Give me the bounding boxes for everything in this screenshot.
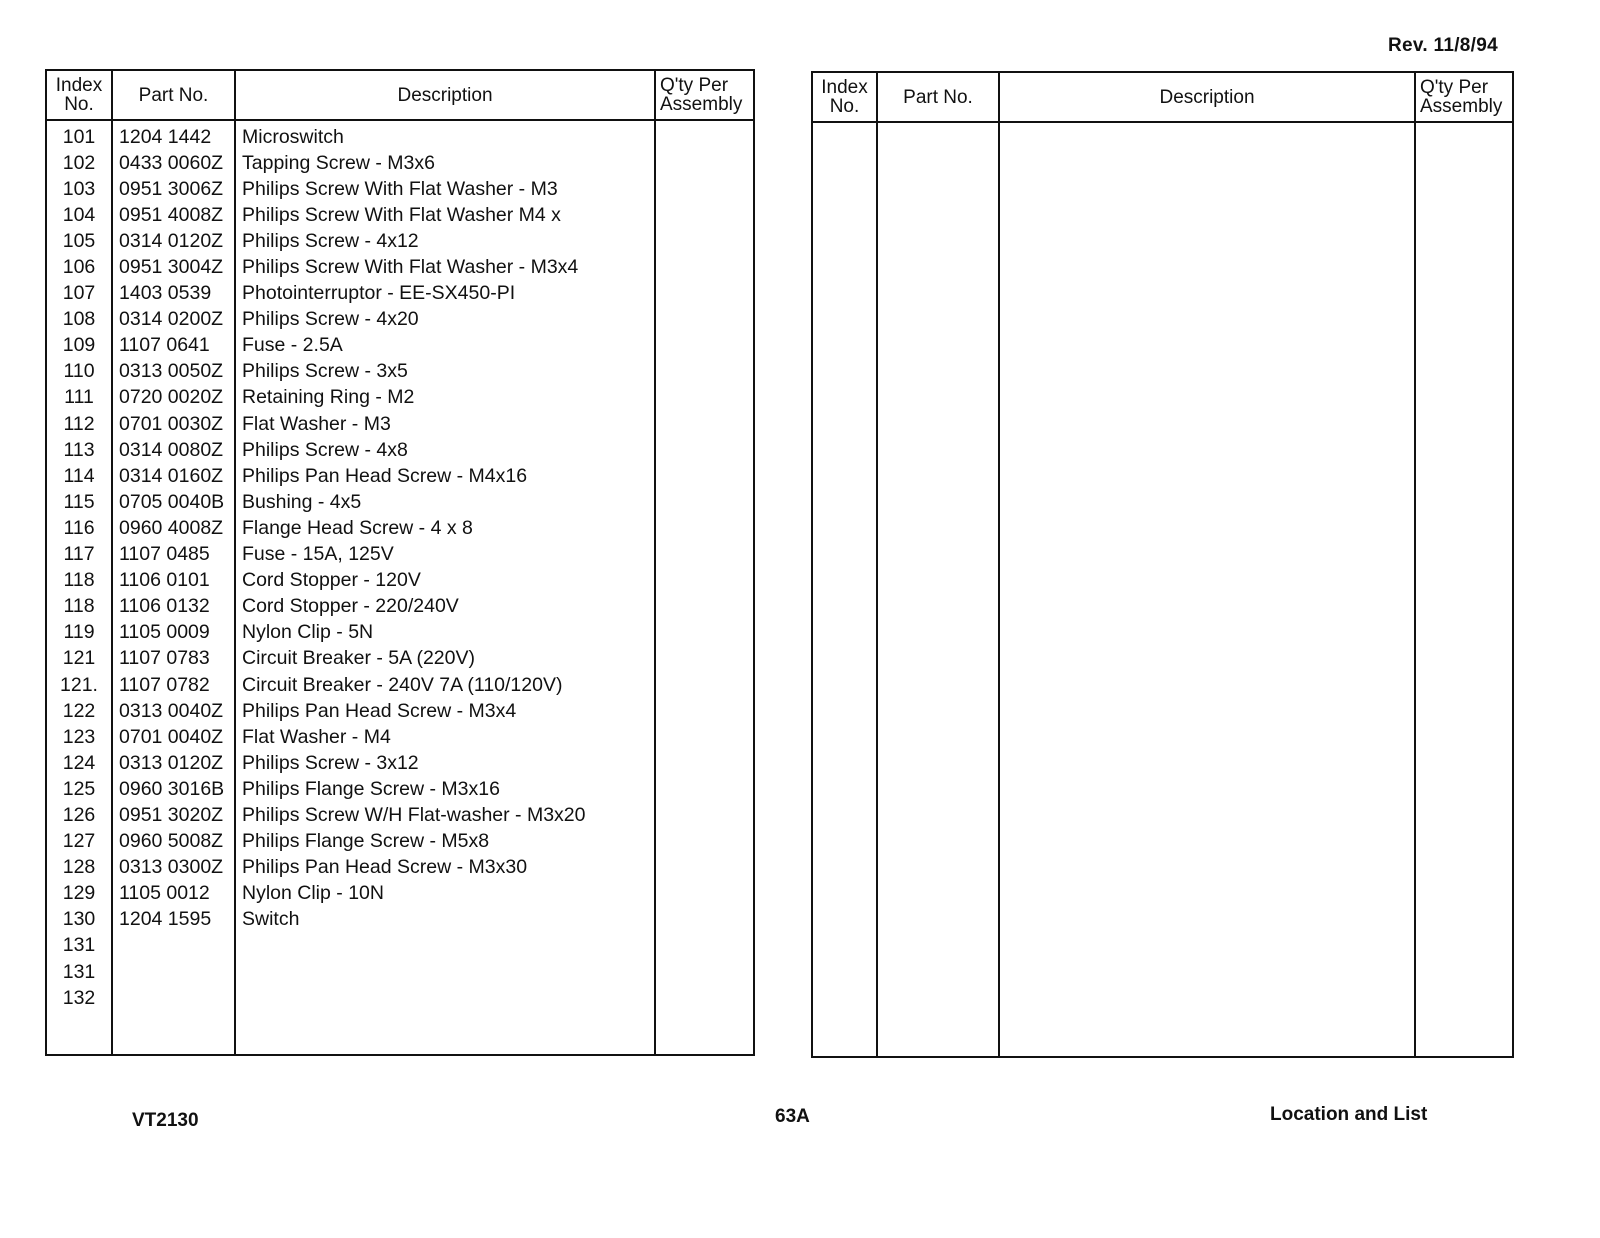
footer-model: VT2130 — [132, 1110, 199, 1131]
parts-table-right — [811, 71, 1514, 1058]
index-cell: 130 — [62, 908, 96, 931]
header-qty: Q'ty Per Assembly — [1415, 72, 1513, 122]
part-no-cell: 0951 3004Z — [112, 254, 235, 280]
qty-cell — [655, 281, 754, 307]
description-cell: Switch — [235, 907, 655, 933]
table-row — [46, 359, 754, 385]
qty-cell — [655, 307, 754, 333]
part-no-cell: 0313 0040Z — [112, 698, 235, 724]
qty-cell — [655, 463, 754, 489]
part-no-cell: 0701 0030Z — [112, 411, 235, 437]
index-cell: 125 — [62, 777, 96, 800]
description-cell: Fuse - 15A, 125V — [235, 542, 655, 568]
empty-cell — [1415, 122, 1513, 1057]
part-no-cell: 0705 0040B — [112, 489, 235, 515]
description-cell: Photointerruptor - EE-SX450-PI — [235, 281, 655, 307]
empty-cell — [655, 1011, 754, 1055]
qty-cell — [655, 542, 754, 568]
table-row — [46, 672, 754, 698]
table-row — [46, 333, 754, 359]
table-row — [46, 202, 754, 228]
description-cell — [235, 933, 655, 959]
qty-cell — [655, 802, 754, 828]
description-cell: Circuit Breaker - 5A (220V) — [235, 646, 655, 672]
description-cell: Circuit Breaker - 240V 7A (110/120V) — [235, 672, 655, 698]
description-cell: Cord Stopper - 220/240V — [235, 594, 655, 620]
table-header-row — [46, 70, 754, 120]
index-cell: 109 — [62, 334, 96, 357]
qty-cell — [655, 254, 754, 280]
footer-page-number: 63A — [775, 1106, 810, 1127]
qty-cell — [655, 698, 754, 724]
index-cell: 101 — [62, 125, 96, 148]
part-no-cell: 1107 0485 — [112, 542, 235, 568]
qty-cell — [655, 672, 754, 698]
table-row — [46, 620, 754, 646]
table-row — [46, 933, 754, 959]
empty-cell — [812, 122, 877, 1057]
table-row — [46, 985, 754, 1011]
table-row — [46, 385, 754, 411]
index-cell: 121 — [62, 647, 96, 670]
index-cell: 118 — [63, 595, 95, 618]
table-row — [46, 750, 754, 776]
index-cell: 123 — [62, 725, 96, 748]
empty-cell — [112, 1011, 235, 1055]
qty-cell — [655, 724, 754, 750]
part-no-cell: 0951 3020Z — [112, 802, 235, 828]
empty-cell — [46, 1011, 112, 1055]
description-cell: Fuse - 2.5A — [235, 333, 655, 359]
description-cell: Philips Screw - 3x5 — [235, 359, 655, 385]
part-no-cell: 1107 0783 — [112, 646, 235, 672]
index-cell: 127 — [62, 830, 96, 853]
description-cell — [235, 959, 655, 985]
part-no-cell: 0314 0120Z — [112, 228, 235, 254]
qty-cell — [655, 959, 754, 985]
part-no-cell: 1403 0539 — [112, 281, 235, 307]
index-cell: 110 — [63, 360, 95, 383]
description-cell: Bushing - 4x5 — [235, 489, 655, 515]
table-header-row — [812, 72, 1513, 122]
qty-cell — [655, 515, 754, 541]
table-row — [46, 646, 754, 672]
part-no-cell: 1105 0012 — [112, 881, 235, 907]
index-cell: 124 — [62, 751, 96, 774]
qty-cell — [655, 881, 754, 907]
qty-cell — [655, 411, 754, 437]
index-cell: 105 — [62, 229, 96, 252]
table-row — [46, 120, 754, 150]
qty-cell — [655, 776, 754, 802]
description-cell: Flat Washer - M4 — [235, 724, 655, 750]
index-cell: 117 — [63, 543, 95, 566]
part-no-cell: 1204 1442 — [112, 120, 235, 150]
description-cell: Flat Washer - M3 — [235, 411, 655, 437]
qty-cell — [655, 568, 754, 594]
parts-table-left-body — [46, 120, 754, 1055]
header-description: Description — [235, 70, 655, 120]
footer-section-title: Location and List — [1270, 1104, 1428, 1125]
qty-cell — [655, 385, 754, 411]
description-cell: Philips Screw - 4x12 — [235, 228, 655, 254]
table-row — [46, 489, 754, 515]
table-row — [46, 907, 754, 933]
description-cell: Nylon Clip - 5N — [235, 620, 655, 646]
description-cell: Philips Screw With Flat Washer - M3 — [235, 176, 655, 202]
index-cell: 111 — [64, 386, 94, 409]
index-cell: 114 — [63, 464, 95, 487]
index-cell: 122 — [62, 699, 96, 722]
qty-cell — [655, 750, 754, 776]
table-row — [46, 568, 754, 594]
part-no-cell: 0951 3006Z — [112, 176, 235, 202]
description-cell: Philips Flange Screw - M5x8 — [235, 829, 655, 855]
empty-cell — [877, 122, 999, 1057]
table-row — [46, 881, 754, 907]
description-cell: Nylon Clip - 10N — [235, 881, 655, 907]
description-cell: Philips Flange Screw - M3x16 — [235, 776, 655, 802]
table-row — [46, 829, 754, 855]
index-cell: 129 — [62, 882, 96, 905]
description-cell: Philips Screw With Flat Washer M4 x — [235, 202, 655, 228]
qty-cell — [655, 933, 754, 959]
part-no-cell: 1107 0641 — [112, 333, 235, 359]
part-no-cell — [112, 933, 235, 959]
qty-cell — [655, 594, 754, 620]
qty-cell — [655, 907, 754, 933]
part-no-cell: 0701 0040Z — [112, 724, 235, 750]
revision-date: Rev. 11/8/94 — [1388, 35, 1498, 56]
table-row — [46, 515, 754, 541]
index-cell: 102 — [62, 151, 96, 174]
index-cell: 131 — [62, 934, 96, 957]
header-part-no: Part No. — [112, 70, 235, 120]
index-cell: 131 — [62, 960, 96, 983]
description-cell: Philips Screw - 3x12 — [235, 750, 655, 776]
part-no-cell: 0313 0120Z — [112, 750, 235, 776]
index-cell: 118 — [63, 569, 95, 592]
description-cell: Philips Pan Head Screw - M3x4 — [235, 698, 655, 724]
index-cell: 116 — [63, 516, 95, 539]
table-row — [46, 411, 754, 437]
part-no-cell — [112, 985, 235, 1011]
qty-cell — [655, 202, 754, 228]
part-no-cell: 0720 0020Z — [112, 385, 235, 411]
index-cell: 104 — [62, 203, 96, 226]
table-row — [46, 698, 754, 724]
index-cell: 112 — [63, 412, 95, 435]
qty-cell — [655, 855, 754, 881]
part-no-cell: 0433 0060Z — [112, 150, 235, 176]
index-cell: 128 — [62, 856, 96, 879]
parts-table-right-body — [812, 122, 1513, 1057]
description-cell — [235, 985, 655, 1011]
qty-cell — [655, 437, 754, 463]
description-cell: Philips Screw - 4x20 — [235, 307, 655, 333]
qty-cell — [655, 120, 754, 150]
qty-cell — [655, 228, 754, 254]
table-filler-row — [812, 122, 1513, 1057]
part-no-cell: 1106 0101 — [112, 568, 235, 594]
part-no-cell: 0313 0300Z — [112, 855, 235, 881]
description-cell: Philips Screw W/H Flat-washer - M3x20 — [235, 802, 655, 828]
empty-cell — [235, 1011, 655, 1055]
description-cell: Philips Pan Head Screw - M3x30 — [235, 855, 655, 881]
parts-table-left — [45, 69, 755, 1056]
part-no-cell: 0960 5008Z — [112, 829, 235, 855]
part-no-cell: 0960 4008Z — [112, 515, 235, 541]
table-row — [46, 855, 754, 881]
description-cell: Philips Screw - 4x8 — [235, 437, 655, 463]
description-cell: Philips Pan Head Screw - M4x16 — [235, 463, 655, 489]
part-no-cell: 0960 3016B — [112, 776, 235, 802]
table-row — [46, 150, 754, 176]
index-cell: 106 — [62, 256, 96, 279]
table-row — [46, 254, 754, 280]
empty-cell — [999, 122, 1415, 1057]
qty-cell — [655, 489, 754, 515]
part-no-cell: 0314 0200Z — [112, 307, 235, 333]
part-no-cell: 1105 0009 — [112, 620, 235, 646]
table-row — [46, 281, 754, 307]
qty-cell — [655, 985, 754, 1011]
qty-cell — [655, 829, 754, 855]
index-cell: 121. — [60, 673, 98, 696]
qty-cell — [655, 359, 754, 385]
description-cell: Philips Screw With Flat Washer - M3x4 — [235, 254, 655, 280]
part-no-cell: 0313 0050Z — [112, 359, 235, 385]
table-row — [46, 802, 754, 828]
description-cell: Tapping Screw - M3x6 — [235, 150, 655, 176]
table-row — [46, 176, 754, 202]
table-row — [46, 594, 754, 620]
description-cell: Cord Stopper - 120V — [235, 568, 655, 594]
part-no-cell: 1204 1595 — [112, 907, 235, 933]
qty-cell — [655, 646, 754, 672]
table-row — [46, 542, 754, 568]
description-cell: Microswitch — [235, 120, 655, 150]
table-row — [46, 228, 754, 254]
table-row — [46, 959, 754, 985]
part-no-cell: 0314 0160Z — [112, 463, 235, 489]
qty-cell — [655, 176, 754, 202]
table-row — [46, 307, 754, 333]
index-cell: 103 — [62, 177, 96, 200]
index-cell: 108 — [62, 308, 96, 331]
qty-cell — [655, 333, 754, 359]
header-qty: Q'ty Per Assembly — [655, 70, 754, 120]
table-row — [46, 724, 754, 750]
part-no-cell — [112, 959, 235, 985]
header-index-no: Index No. — [812, 72, 877, 122]
index-cell: 113 — [63, 438, 95, 461]
part-no-cell: 1106 0132 — [112, 594, 235, 620]
part-no-cell: 0314 0080Z — [112, 437, 235, 463]
header-index-no: Index No. — [46, 70, 112, 120]
header-description: Description — [999, 72, 1415, 122]
qty-cell — [655, 150, 754, 176]
index-cell: 107 — [62, 282, 96, 305]
header-part-no: Part No. — [877, 72, 999, 122]
qty-cell — [655, 620, 754, 646]
table-filler-row — [46, 1011, 754, 1055]
part-no-cell: 1107 0782 — [112, 672, 235, 698]
table-row — [46, 437, 754, 463]
description-cell: Retaining Ring - M2 — [235, 385, 655, 411]
table-row — [46, 776, 754, 802]
description-cell: Flange Head Screw - 4 x 8 — [235, 515, 655, 541]
part-no-cell: 0951 4008Z — [112, 202, 235, 228]
index-cell: 132 — [62, 986, 96, 1009]
index-cell: 126 — [62, 803, 96, 826]
index-cell: 115 — [63, 490, 95, 513]
table-row — [46, 463, 754, 489]
index-cell: 119 — [63, 621, 95, 644]
